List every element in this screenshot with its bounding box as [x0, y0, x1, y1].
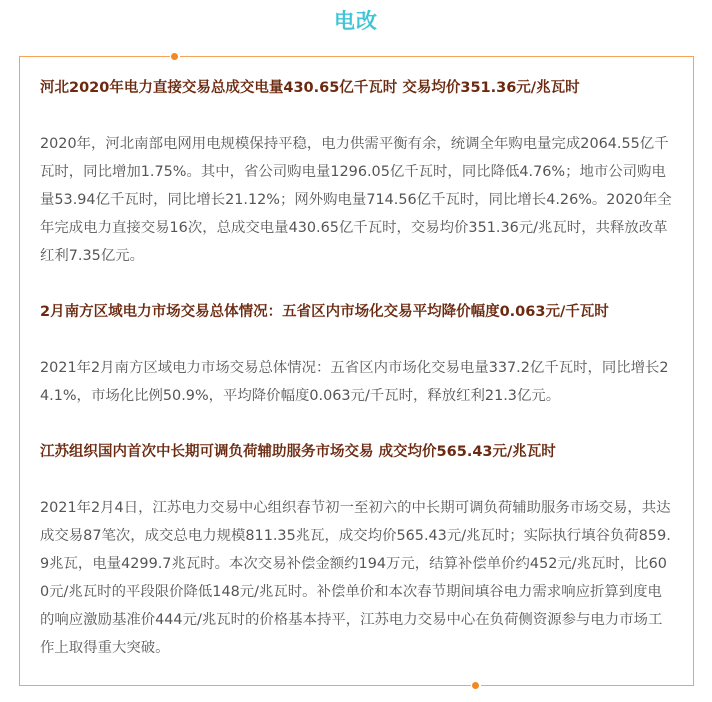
article-headline-hebei: 河北2020年电力直接交易总成交电量430.65亿千瓦时 交易均价351.36元/兆瓦时 [40, 80, 580, 96]
frame-dot-bottom [472, 682, 479, 689]
frame-border-top-right [180, 56, 694, 57]
frame-dot-top [171, 53, 178, 60]
section-title: 电改 [334, 9, 378, 33]
frame-border-right [693, 56, 694, 686]
frame-border-bottom-right [481, 685, 694, 686]
article-body-south-region: 2021年2月南方区域电力市场交易总体情况：五省区内市场化交易电量337.2亿千瓦时，同比增长24.1%，市场化比例50.9%，平均降价幅度0.063元/千瓦时，释放红利21.3亿元。 [40, 360, 669, 404]
article-body-jiangsu: 2021年2月4日，江苏电力交易中心组织春节初一至初六的中长期可调负荷辅助服务市场交易，共达成交易87笔次，成交总电力规模811.35兆瓦，成交均价565.43元/兆瓦时；实际执行填谷负荷859.9兆瓦，电量4299.7兆瓦时。本次交易补偿金额约194万元，结算补偿单价约452元/兆瓦时，比600元/兆瓦时的平段限价降低148元/兆瓦时。补偿单价和本次春节期间填谷电力需求响应折算到度电的响应激励基准价444元/兆瓦时的价格基本持平，江苏电力交易中心在负荷侧资源参与电力市场工作上取得重大突破。 [40, 500, 671, 656]
frame-border-left [19, 56, 20, 686]
frame-border-top-left [19, 56, 170, 57]
article-headline-jiangsu: 江苏组织国内首次中长期可调负荷辅助服务市场交易 成交均价565.43元/兆瓦时 [40, 444, 556, 460]
article-headline-south-region: 2月南方区域电力市场交易总体情况：五省区内市场化交易平均降价幅度0.063元/千瓦时 [40, 304, 609, 320]
frame-border-bottom-left [19, 685, 471, 686]
content-frame [19, 56, 694, 686]
article-body-hebei: 2020年，河北南部电网用电规模保持平稳，电力供需平衡有余，统调全年购电量完成2064.55亿千瓦时，同比增加1.75%。其中，省公司购电量1296.05亿千瓦时，同比降低4.76%；地市公司购电量53.94亿千瓦时，同比增长21.12%；网外购电量714.56亿千瓦时，同比增长4.26%。2020年全年完成电力直接交易16次，总成交电量430.65亿千瓦时，交易均价351.36元/兆瓦时，共释放改革红利7.35亿元。 [40, 136, 672, 264]
